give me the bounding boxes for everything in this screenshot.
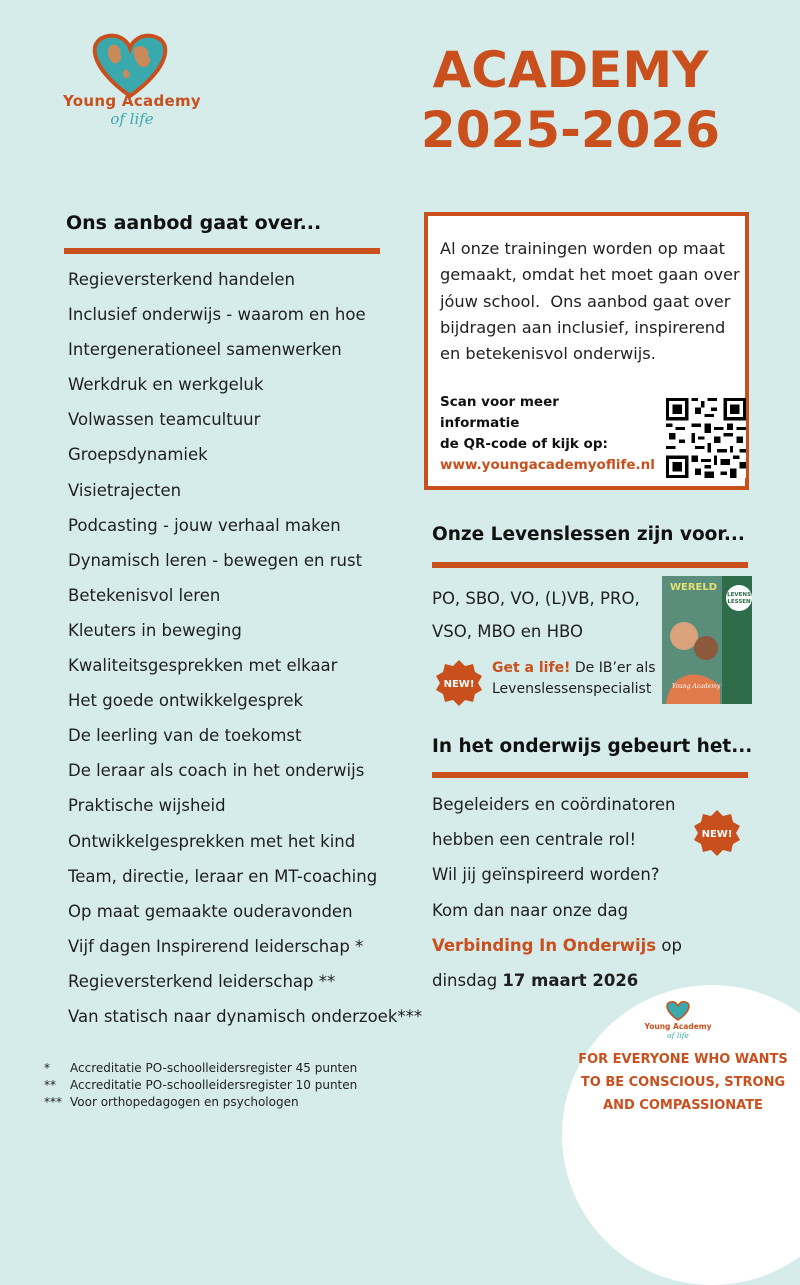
list-item: Dynamisch leren - bewegen en rust bbox=[68, 550, 363, 570]
list-item: Inclusief onderwijs - waarom en hoe bbox=[68, 305, 366, 325]
scan-line: informatie bbox=[440, 415, 520, 431]
levenslessen-audience bbox=[432, 582, 640, 648]
slogan-line: TO BE CONSCIOUS, STRONG bbox=[580, 1075, 786, 1090]
slogan-line: FOR EVERYONE WHO WANTS bbox=[578, 1052, 788, 1067]
footnote bbox=[44, 1094, 357, 1111]
qr-code-icon[interactable] bbox=[666, 398, 746, 478]
footnote-text: Accreditatie PO-schoolleidersregister 10 punten bbox=[70, 1078, 358, 1092]
list-item: Werkdruk en werkgeluk bbox=[68, 375, 264, 395]
new-badge bbox=[434, 658, 484, 708]
logo-brand-name: Young Academy bbox=[63, 92, 201, 110]
onderwijs-line: Begeleiders en coördinatoren bbox=[432, 795, 676, 814]
book-publisher: Young Academy bbox=[672, 683, 721, 690]
offer-heading-rule bbox=[64, 248, 380, 254]
audience-line: PO, SBO, VO, (L)VB, PRO, bbox=[432, 589, 640, 608]
book-cover-image bbox=[662, 576, 752, 704]
logo-brand-script: of life bbox=[110, 110, 154, 128]
info-box bbox=[424, 212, 749, 490]
info-line: Al onze trainingen worden op maat bbox=[440, 239, 725, 258]
offer-list bbox=[68, 262, 422, 1034]
footnote-text: Accreditatie PO-schoolleidersregister 45 punten bbox=[70, 1061, 358, 1075]
scan-line: Scan voor meer bbox=[440, 394, 559, 410]
list-item: Groepsdynamiek bbox=[68, 445, 208, 465]
onderwijs-line: Wil jij geïnspireerd worden? bbox=[432, 865, 660, 885]
title-line-1: ACADEMY bbox=[432, 41, 709, 99]
list-item: Intergenerationeel samenwerken bbox=[68, 340, 342, 360]
list-item: Betekenisvol leren bbox=[68, 585, 221, 605]
list-item: Regieversterkend leiderschap ** bbox=[68, 971, 336, 991]
getlife-highlight: Get a life! bbox=[492, 660, 571, 676]
onderwijs-line: Kom dan naar onze dag bbox=[432, 900, 629, 920]
footnote-mark: * bbox=[44, 1061, 50, 1075]
book-badge-line-2: LESSEN bbox=[727, 599, 751, 605]
list-item: Vijf dagen Inspirerend leiderschap * bbox=[68, 936, 364, 956]
title-line-2: 2025-2026 bbox=[420, 101, 720, 159]
onderwijs-text bbox=[432, 787, 682, 998]
list-item: Kleuters in beweging bbox=[68, 620, 242, 640]
list-item: Ontwikkelgesprekken met het kind bbox=[68, 831, 356, 851]
onderwijs-rule bbox=[432, 772, 748, 778]
getlife-line-1 bbox=[492, 658, 656, 679]
info-line: gemaakt, omdat het moet gaan over bbox=[440, 265, 740, 285]
list-item: De leraar als coach in het onderwijs bbox=[68, 761, 365, 781]
footnote-text: Voor orthopedagogen en psychologen bbox=[70, 1095, 299, 1109]
getlife-rest: De IB’er als bbox=[570, 660, 656, 676]
list-item: De leerling van de toekomst bbox=[68, 726, 302, 746]
footnote bbox=[44, 1077, 357, 1094]
new-badge-shape bbox=[434, 658, 484, 708]
list-item: Op maat gemaakte ouderavonden bbox=[68, 901, 353, 921]
info-line: en betekenisvol onderwijs. bbox=[440, 344, 656, 364]
event-date: 17 maart 2026 bbox=[502, 971, 639, 991]
list-item: Team, directie, leraar en MT-coaching bbox=[68, 866, 378, 886]
onderwijs-heading: In het onderwijs gebeurt het... bbox=[432, 736, 753, 757]
getlife-text bbox=[492, 658, 656, 700]
page-title bbox=[421, 40, 720, 160]
list-item: Visietrajecten bbox=[68, 480, 182, 500]
footnote bbox=[44, 1060, 357, 1077]
book-badge-line-1: LEVENS bbox=[727, 592, 751, 598]
list-item: Praktische wijsheid bbox=[68, 796, 226, 816]
new-badge bbox=[692, 808, 742, 858]
getlife-line-2: Levenslessenspecialist bbox=[492, 681, 652, 697]
slogan-line: AND COMPASSIONATE bbox=[603, 1098, 763, 1113]
event-name: Verbinding In Onderwijs bbox=[432, 935, 657, 955]
audience-line: VSO, MBO en HBO bbox=[432, 622, 584, 641]
new-badge-shape bbox=[692, 808, 742, 858]
small-logo-brand: Young Academy bbox=[644, 1022, 712, 1031]
event-line bbox=[432, 928, 682, 963]
info-text bbox=[440, 236, 740, 367]
date-line bbox=[432, 963, 682, 998]
footnotes bbox=[44, 1060, 357, 1111]
levenslessen-rule bbox=[432, 562, 748, 568]
footnote-mark: *** bbox=[44, 1095, 62, 1109]
website-link[interactable]: www.youngacademyoflife.nl bbox=[440, 457, 655, 473]
new-badge-text: NEW! bbox=[701, 829, 733, 840]
info-line: jóuw school. Ons aanbod gaat over bbox=[440, 291, 731, 311]
list-item: Kwaliteitsgesprekken met elkaar bbox=[68, 656, 338, 676]
list-item: Van statisch naar dynamisch onderzoek*** bbox=[68, 1006, 423, 1026]
date-prefix: dinsdag bbox=[432, 971, 503, 991]
footnote-mark: ** bbox=[44, 1078, 56, 1092]
small-logo-script: of life bbox=[667, 1031, 689, 1040]
event-suffix: op bbox=[656, 935, 682, 955]
book-title: WERELD bbox=[670, 582, 718, 593]
list-item: Het goede ontwikkelgesprek bbox=[68, 691, 304, 711]
scan-text bbox=[440, 392, 655, 476]
onderwijs-line: hebben een centrale rol! bbox=[432, 830, 637, 850]
list-item: Regieversterkend handelen bbox=[68, 270, 295, 289]
levenslessen-heading: Onze Levenslessen zijn voor... bbox=[432, 524, 745, 545]
list-item: Podcasting - jouw verhaal maken bbox=[68, 515, 341, 535]
list-item: Volwassen teamcultuur bbox=[68, 410, 261, 430]
scan-line: de QR-code of kijk op: bbox=[440, 436, 608, 452]
offer-heading: Ons aanbod gaat over... bbox=[66, 212, 322, 234]
new-badge-text: NEW! bbox=[443, 679, 475, 690]
slogan bbox=[570, 1048, 796, 1117]
info-line: bijdragen aan inclusief, inspirerend bbox=[440, 317, 726, 337]
